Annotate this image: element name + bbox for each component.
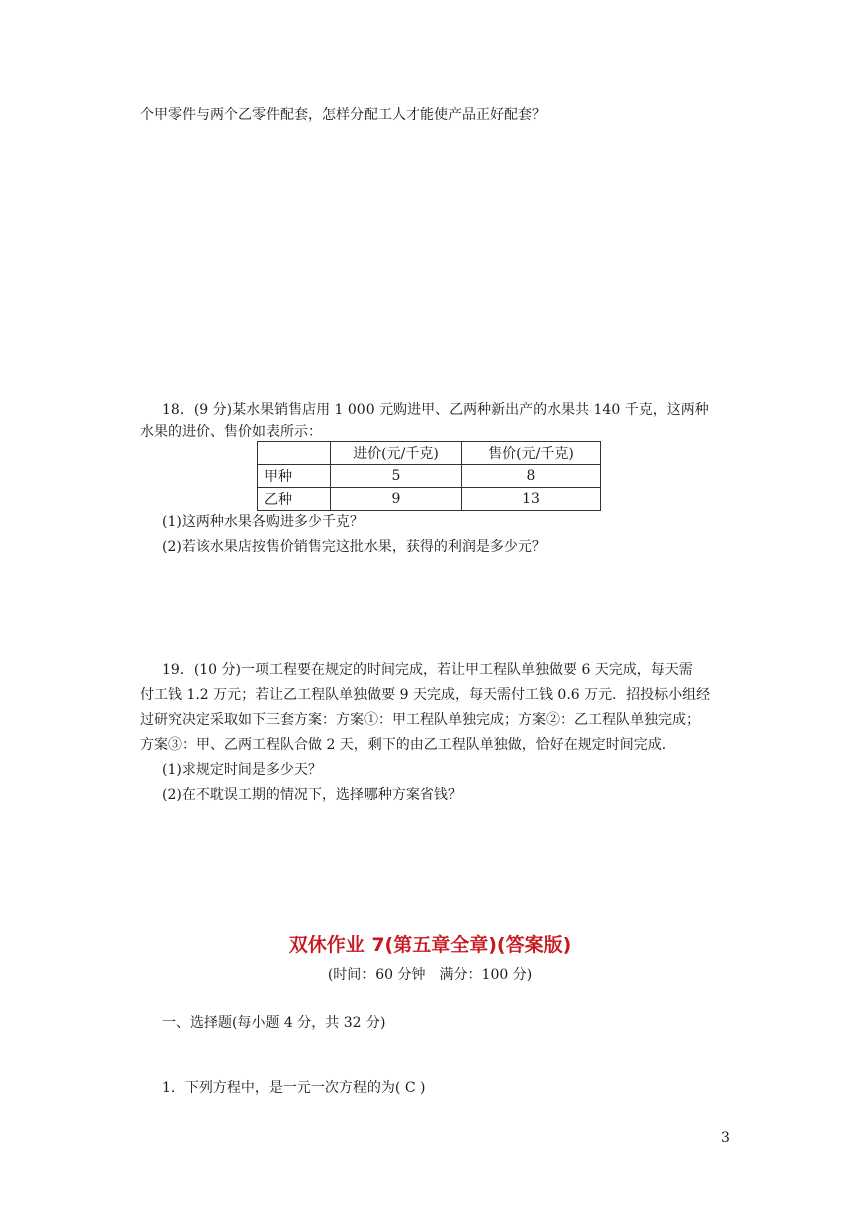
section-title: 双休作业 7(第五章全章)(答案版): [288, 934, 572, 956]
table-row: [258, 465, 601, 488]
table-cell: 9: [331, 488, 462, 511]
part-1-heading: 一、选择题(每小题 4 分，共 32 分): [162, 1015, 386, 1031]
table-header-cell: 进价(元/千克): [331, 442, 462, 465]
question-17-tail: 个甲零件与两个乙零件配套，怎样分配工人才能使产品正好配套？: [140, 107, 546, 123]
question-18-sub-2: (2)若该水果店按售价销售完这批水果，获得的利润是多少元？: [162, 539, 546, 555]
table-header-row: [258, 442, 601, 465]
fruit-price-table: [257, 441, 601, 511]
question-19-line-3: 过研究决定采取如下三套方案：方案①：甲工程队单独完成；方案②：乙工程队单独完成；: [140, 712, 700, 728]
question-1: 1．下列方程中，是一元一次方程的为( C ): [162, 1080, 426, 1096]
question-19-line-2: 付工钱 1.2 万元；若让乙工程队单独做要 9 天完成，每天需付工钱 0.6 万元．招投标小组经: [140, 687, 711, 703]
question-18-line-1: 18．(9 分)某水果销售店用 1 000 元购进甲、乙两种新出产的水果共 140 千克，这两种: [162, 402, 709, 418]
question-19-line-1: 19．(10 分)一项工程要在规定的时间完成，若让甲工程队单独做要 6 天完成，每天需: [162, 662, 693, 678]
question-19-sub-1: (1)求规定时间是多少天？: [162, 762, 322, 778]
table-cell: 13: [462, 488, 601, 511]
question-19-sub-2: (2)在不耽误工期的情况下，选择哪种方案省钱？: [162, 787, 462, 803]
table-header-cell: [258, 442, 331, 465]
question-19-line-4: 方案③：甲、乙两工程队合做 2 天，剩下的由乙工程队单独做，恰好在规定时间完成．: [140, 737, 676, 753]
table-cell: 甲种: [258, 465, 331, 488]
table-cell: 8: [462, 465, 601, 488]
table-row: [258, 488, 601, 511]
question-18-line-2: 水果的进价、售价如表所示：: [140, 424, 322, 440]
table-header-cell: 售价(元/千克): [462, 442, 601, 465]
page-number: 3: [721, 1130, 730, 1146]
table-cell: 乙种: [258, 488, 331, 511]
table-cell: 5: [331, 465, 462, 488]
section-subtitle: (时间：60 分钟 满分：100 分): [327, 967, 533, 983]
question-18-sub-1: (1)这两种水果各购进多少千克？: [162, 514, 364, 530]
